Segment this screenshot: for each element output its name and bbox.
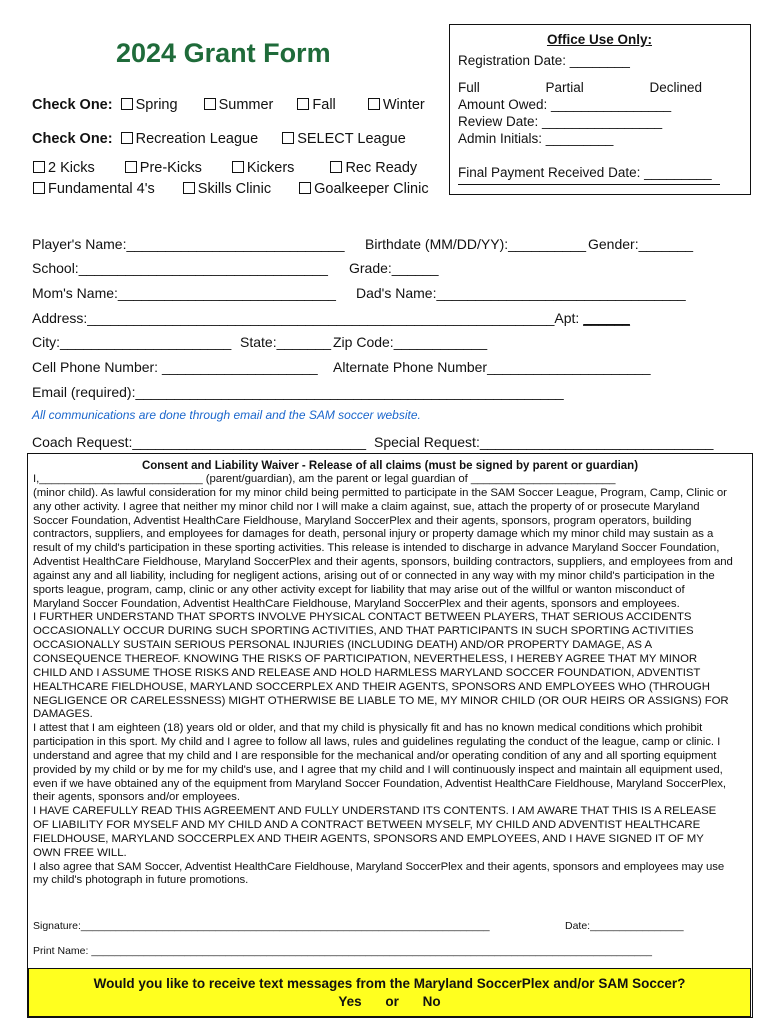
checkbox-icon[interactable] xyxy=(183,182,195,194)
league-option-recreation[interactable]: Recreation League xyxy=(121,131,259,147)
special-request-field[interactable]: Special Request:______________________________ xyxy=(374,434,714,450)
signature-date-field[interactable]: Date:________________ xyxy=(565,920,684,932)
program-option-kickers[interactable]: Kickers xyxy=(232,160,295,176)
checkbox-icon[interactable] xyxy=(121,98,133,110)
checkbox-icon[interactable] xyxy=(121,132,133,144)
status-row xyxy=(458,79,742,96)
checkbox-icon[interactable] xyxy=(297,98,309,110)
season-option-fall[interactable]: Fall xyxy=(297,97,335,113)
program-option-pre-kicks[interactable]: Pre-Kicks xyxy=(125,160,202,176)
print-name-field[interactable]: Print Name: ________________________________________________________________________________________________ xyxy=(33,945,652,957)
address-field[interactable]: Address:____________________________________________________________Apt: ______ xyxy=(32,310,630,326)
review-date-field[interactable]: Review Date: ________________ xyxy=(458,114,663,129)
coach-request-field[interactable]: Coach Request:______________________________ xyxy=(32,434,366,450)
checkbox-icon[interactable] xyxy=(204,98,216,110)
league-row xyxy=(32,131,406,147)
checkbox-icon[interactable] xyxy=(330,161,342,173)
player-name-field[interactable]: Player's Name:____________________________ xyxy=(32,236,345,252)
checkbox-icon[interactable] xyxy=(125,161,137,173)
city-field[interactable]: City:______________________ xyxy=(32,334,232,350)
checkbox-icon[interactable] xyxy=(33,161,45,173)
program-option-fundamental-4s[interactable]: Fundamental 4's xyxy=(33,181,155,197)
season-label: Check One: xyxy=(32,97,113,113)
signature-field[interactable]: Signature:______________________________________________________________________ xyxy=(33,920,490,932)
status-full[interactable]: Full xyxy=(458,80,480,95)
season-option-spring[interactable]: Spring xyxy=(121,97,178,113)
status-partial[interactable]: Partial xyxy=(545,80,584,95)
program-option-goalkeeper-clinic[interactable]: Goalkeeper Clinic xyxy=(299,181,428,197)
season-row xyxy=(32,97,425,113)
program-row-2 xyxy=(33,181,429,197)
page-title: 2024 Grant Form xyxy=(116,38,331,68)
waiver-text: I,__________________________ (parent/guardian), am the parent or legal guardian of _______________________ (minor child). As lawful consideration for my minor child being permitted to participate in the SAM Soccer League, Program, Camp, Clinic or any other activity. I agree that neither my minor child nor I will make a claim against, sue, attach the property of or prosecute Maryland Soccer Foundation, Adventist HealthCare Fieldhouse, Maryland SoccerPlex and their agents, sponsors, program operators, building contractors, suppliers, and employees for damages for death, personal injury or property damage which my minor child may sustain as a result of my child's participation in these sporting activities. This release is intended to discharge in advance Maryland Soccer Foundation, Adventist HealthCare Fieldhouse, Maryland SoccerPlex and their agents, sponsors, building contractors, suppliers, and employees from and against any and all liability, including for negligent actions, arising out of or connected in any way with my minor child's participation in the sports league, program, camp, clinic or any other activity except for liability that may arise out of the willful or wanton misconduct of Maryland Soccer Foundation, Adventist HealthCare Fieldhouse, Maryland SoccerPlex and their agents, sponsors and employees. I FURTHER UNDERSTAND THAT SPORTS INVOLVE PHYSICAL CONTACT BETWEEN PLAYERS, THAT SERIOUS ACCIDENTS OCCASIONALLY OCCUR DURING SUCH SPORTING ACTIVITIES, AND THAT PARTICIPANTS IN SUCH SPORTING ACTIVITIES OCCASIONALLY SUSTAIN SERIOUS PERSONAL INJURIES (INCLUDING DEATH) AND/OR PROPERTY DAMAGE, AS A CONSEQUENCE THEREOF. KNOWING THE RISKS OF PARTICIPATION, NEVERTHELESS, I HEREBY AGREE THAT MY MINOR CHILD AND I ASSUME THOSE RISKS AND RELEASE AND HOLD HARMLESS MARYLAND SOCCER FOUNDATION, ADVENTIST HEALTHCARE FIELDHOUSE, MARYLAND SOCCERPLEX AND THEIR AGENTS, SPONSORS AND EMPLOYEES WHO (THROUGH NEGLIGENCE OR CARELESSNESS) MIGHT OTHERWISE BE LIABLE TO ME, MY MINOR CHILD (OR OUR HEIRS OR ASSIGNS) FOR DAMAGES. I attest that I am eighteen (18) years old or older, and that my child is physically fit and has no known medical conditions which prohibit participation in this sport. My child and I agree to follow all laws, rules and guidelines regulating the conduct of the league, camp or clinic. I understand and agree that my child and I are responsible for the mechanical and/or operating condition of any and all sporting equipment provided by my child or by me for my child's use, and I agree that my child and I will continuously inspect and maintain all equipment used, even if we have obtained any of the equipment from Maryland Soccer Foundation, Adventist HealthCare Fieldhouse, Maryland SoccerPlex, their agents, sponsors and/or employees. I HAVE CAREFULLY READ THIS AGREEMENT AND FULLY UNDERSTAND ITS CONTENTS. I AM AWARE THAT THIS IS A RELEASE OF LIABILITY FOR MYSELF AND MY CHILD AND A CONTRACT BETWEEN MYSELF, MY CHILD AND ADVENTIST HEALTHCARE FIELDHOUSE, MARYLAND SOCCERPLEX AND THEIR AGENTS, SPONSORS AND EMPLOYEES, AND I HAVE SIGNED IT OF MY OWN FREE WILL. I also agree that SAM Soccer, Adventist HealthCare Fieldhouse, Maryland SoccerPlex and their agents, sponsors and employees may use my child's photograph in future promotions. xyxy=(33,473,733,887)
office-use-heading: Office Use Only: xyxy=(546,32,652,47)
text-message-no[interactable]: No xyxy=(422,994,441,1009)
cell-phone-field[interactable]: Cell Phone Number: ____________________ xyxy=(32,359,318,375)
program-option-skills-clinic[interactable]: Skills Clinic xyxy=(183,181,271,197)
communications-note: All communications are done through email and the SAM soccer website. xyxy=(32,408,421,422)
checkbox-icon[interactable] xyxy=(282,132,294,144)
checkbox-icon[interactable] xyxy=(33,182,45,194)
season-option-summer[interactable]: Summer xyxy=(204,97,274,113)
final-payment-field[interactable]: Final Payment Received Date: _________ xyxy=(458,165,712,180)
checkbox-icon[interactable] xyxy=(368,98,380,110)
text-message-yes[interactable]: Yes xyxy=(338,994,362,1009)
waiver-title: Consent and Liability Waiver - Release of all claims (must be signed by parent or guardian) xyxy=(141,460,639,472)
registration-date-field[interactable]: Registration Date: ________ xyxy=(458,53,630,68)
league-label: Check One: xyxy=(32,131,113,147)
text-message-box xyxy=(28,968,751,1017)
birthdate-field[interactable]: Birthdate (MM/DD/YY):__________ xyxy=(365,236,586,252)
dad-name-field[interactable]: Dad's Name:________________________________ xyxy=(356,285,686,301)
checkbox-icon[interactable] xyxy=(299,182,311,194)
program-option-2-kicks[interactable]: 2 Kicks xyxy=(33,160,95,176)
email-field[interactable]: Email (required):_______________________________________________________ xyxy=(32,384,564,400)
grade-field[interactable]: Grade:______ xyxy=(349,260,439,276)
amount-owed-field[interactable]: Amount Owed: ________________ xyxy=(458,97,672,112)
season-option-winter[interactable]: Winter xyxy=(368,97,425,113)
zip-field[interactable]: Zip Code:____________ xyxy=(333,334,488,350)
alt-phone-field[interactable]: Alternate Phone Number_____________________ xyxy=(333,359,651,375)
program-row-1 xyxy=(33,160,417,176)
admin-initials-field[interactable]: Admin Initials: _________ xyxy=(458,131,614,146)
checkbox-icon[interactable] xyxy=(232,161,244,173)
office-divider xyxy=(458,184,720,185)
state-field[interactable]: State:_______ xyxy=(240,334,332,350)
mom-name-field[interactable]: Mom's Name:____________________________ xyxy=(32,285,336,301)
text-message-question: Would you like to receive text messages from the Maryland SoccerPlex and/or SAM Soccer? xyxy=(93,976,686,991)
school-field[interactable]: School:________________________________ xyxy=(32,260,328,276)
apt-field[interactable]: ______ xyxy=(583,310,630,326)
league-option-select[interactable]: SELECT League xyxy=(282,131,406,147)
office-use-box xyxy=(449,24,751,195)
program-option-rec-ready[interactable]: Rec Ready xyxy=(330,160,417,176)
gender-field[interactable]: Gender:_______ xyxy=(588,236,694,252)
text-message-or: or xyxy=(385,994,399,1009)
status-declined[interactable]: Declined xyxy=(649,80,702,95)
